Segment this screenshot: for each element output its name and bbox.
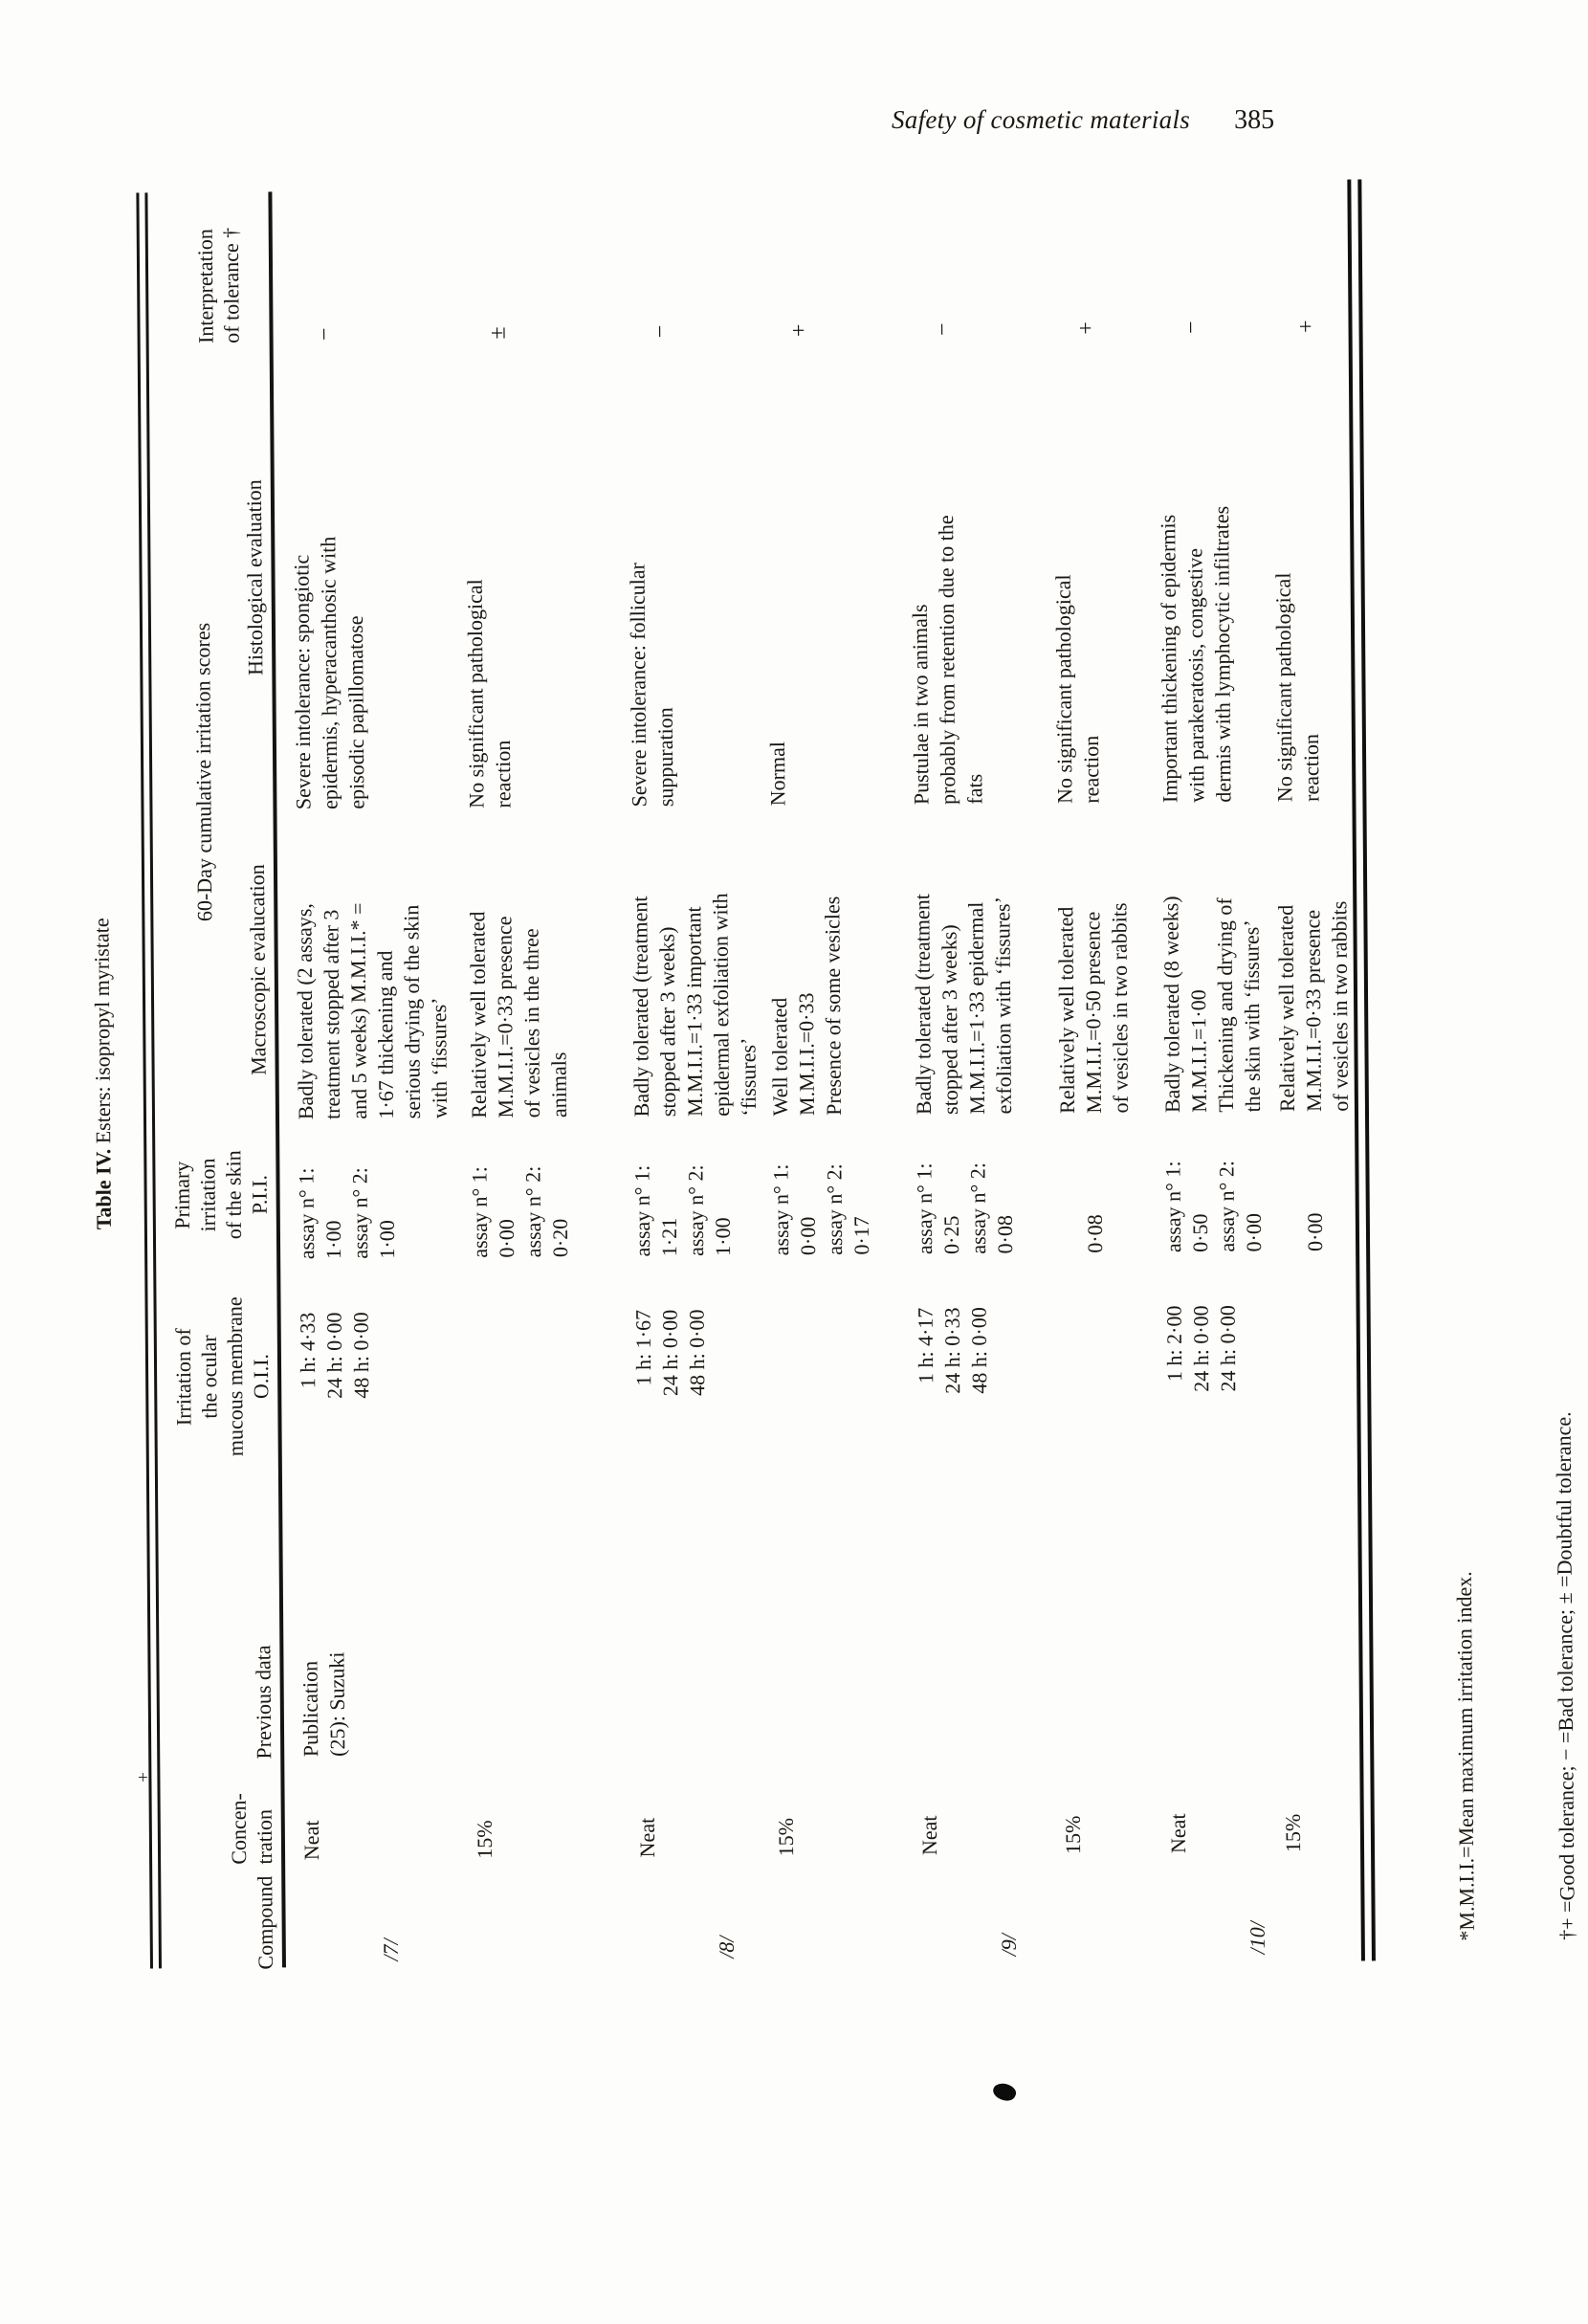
cell-compound: /10/	[1245, 1921, 1269, 1955]
cell-pii: assay n° 1: 1·21 assay n° 2: 1·00	[629, 1164, 736, 1257]
rotated-table	[72, 166, 1579, 1971]
cell-interpretation: +	[1293, 320, 1319, 334]
cell-macroscopic: Well tolerated M.M.I.I.=0·33 Presence of some vesicles	[767, 896, 847, 1117]
cell-macroscopic: Relatively well tolerated M.M.I.I.=0·33 presence of vesicles in two rabbits	[1273, 900, 1353, 1113]
cell-interpretation: ±	[485, 326, 511, 340]
cell-compound: /8/	[714, 1936, 739, 1959]
cell-macroscopic: Badly tolerated (treatment stopped after 3 weeks) M.M.I.I.=1·33 important epidermal exfoliation with ‘fissures’	[628, 893, 761, 1118]
page-header	[892, 105, 1274, 136]
cell-oii: 1 h: 1·67 24 h: 0·00 48 h: 0·00	[630, 1309, 710, 1397]
cell-oii: 1 h: 4·17 24 h: 0·33 48 h: 0·00	[913, 1307, 992, 1395]
cell-interpretation: −	[1179, 321, 1204, 334]
footnote-tolerance-legend: †+ =Good tolerance; − =Bad tolerance; ± =Doubtful tolerance.	[1551, 1411, 1579, 1940]
cell-interpretation: +	[1073, 321, 1099, 335]
table-title	[83, 177, 122, 1971]
header-oii: Irritation of the ocular mucous membrane O.I.I.	[170, 1296, 274, 1457]
table-title-text: Esters: isopropyl myristate	[89, 918, 116, 1149]
cell-concentration: Neat	[916, 1815, 942, 1856]
footnote-mmii: *M.M.I.I.=Mean maximum irritation index.	[1451, 1571, 1479, 1941]
cell-pii: assay n° 1: 0·50 assay n° 2: 0·00	[1160, 1160, 1267, 1253]
cell-macroscopic: Relatively well tolerated M.M.I.I.=0·33 presence of vesicles in the three animals	[465, 911, 572, 1118]
table-row	[746, 170, 904, 1965]
cell-pii: assay n° 1: 0·25 assay n° 2: 0·08	[912, 1162, 1018, 1255]
header-pii: Primary irritation of the skin P.I.I.	[169, 1150, 272, 1240]
cell-macroscopic: Badly tolerated (treatment stopped after 3 weeks) M.M.I.I.=1·33 epidermal exfoliation with ‘fissures’	[910, 894, 1016, 1116]
cell-histological: No significant pathological reaction	[1050, 574, 1104, 805]
header-interpretation: Interpretation of tolerance †	[192, 227, 244, 344]
cell-pii: 0·08	[1056, 1214, 1108, 1254]
cell-compound: /7/	[378, 1938, 403, 1961]
cell-histological: Pustulae in two animals probably from retention due to the fats	[907, 515, 987, 806]
cell-macroscopic: Relatively well tolerated M.M.I.I.=0·50 presence of vesicles in two rabbits	[1053, 902, 1133, 1115]
cell-concentration: Neat	[1165, 1813, 1191, 1854]
page-number: 385	[1234, 105, 1275, 135]
table-row	[1138, 167, 1268, 1962]
cell-concentration: 15%	[773, 1817, 799, 1857]
cell-macroscopic: Badly tolerated (2 assays, treatment stopped after 3 and 5 weeks) M.M.I.I.* = 1·67 thickening and serious drying of the skin with ‘fissures’	[292, 902, 452, 1120]
cell-concentration: 15%	[472, 1820, 497, 1859]
ink-blob-mark	[991, 2080, 1019, 2104]
cell-pii: assay n° 1: 0·00 assay n° 2: 0·20	[467, 1165, 573, 1258]
cell-oii: 1 h: 4·33 24 h: 0·00 48 h: 0·00	[295, 1312, 374, 1400]
header-histological: Histological evaluation	[241, 479, 268, 676]
cell-concentration: 15%	[1060, 1815, 1086, 1854]
table-row	[272, 174, 459, 1969]
cell-histological: Severe intolerance: spongiotic epidermis, hyperacanthosic with episodic papillomatose	[289, 536, 369, 810]
header-concentration: Concen- tration	[226, 1793, 277, 1865]
cell-histological: Important thickening of epidermis with parakeratosis, congestive dermis with lymphocytic infiltrates	[1156, 505, 1236, 804]
table-row	[890, 169, 1048, 1964]
table-row	[607, 172, 761, 1967]
cell-concentration: Neat	[298, 1820, 324, 1861]
header-compound: Compound	[253, 1875, 277, 1970]
cell-oii: 1 h: 2·00 24 h: 0·00 24 h: 0·00	[1161, 1305, 1241, 1393]
table-row	[445, 173, 622, 1968]
header-macroscopic: Macroscopic evalucation	[244, 864, 271, 1075]
cell-compound: /9/	[996, 1934, 1021, 1957]
header-previous-data: Previous data	[251, 1645, 276, 1760]
cell-interpretation: −	[648, 324, 673, 339]
cell-histological: Normal	[764, 741, 790, 807]
cell-macroscopic: Badly tolerated (8 weeks) M.M.I.I.=1·00 Thickening and drying of the skin with ‘fissures’	[1158, 896, 1265, 1114]
cell-concentration: Neat	[634, 1817, 660, 1858]
cell-histological: Severe intolerance: follicular suppuration	[625, 563, 678, 808]
running-title: Safety of cosmetic materials	[892, 105, 1191, 134]
cell-histological: No significant pathological reaction	[462, 579, 516, 808]
stray-plus-mark: +	[138, 1768, 148, 1788]
cell-interpretation: −	[312, 327, 338, 342]
table-row	[1253, 167, 1359, 1962]
table-title-label: Table IV.	[91, 1148, 116, 1230]
cell-interpretation: −	[930, 322, 956, 337]
cell-histological: No significant pathological reaction	[1270, 572, 1324, 803]
cell-pii: 0·00	[1276, 1212, 1328, 1252]
cell-previous-data: Publication (25): Suzuki	[298, 1651, 350, 1758]
cell-concentration: 15%	[1280, 1813, 1306, 1853]
table-body	[272, 167, 1359, 1970]
table-row	[1033, 168, 1153, 1963]
header-group-60day: 60-Day cumulative irritation scores	[189, 622, 217, 922]
cell-interpretation: +	[786, 323, 812, 338]
cell-pii: assay n° 1: 0·00 assay n° 2: 0·17	[768, 1163, 874, 1256]
cell-pii: assay n° 1: 1·00 assay n° 2: 1·00	[294, 1167, 400, 1260]
table-footnotes	[1378, 1411, 1588, 1942]
